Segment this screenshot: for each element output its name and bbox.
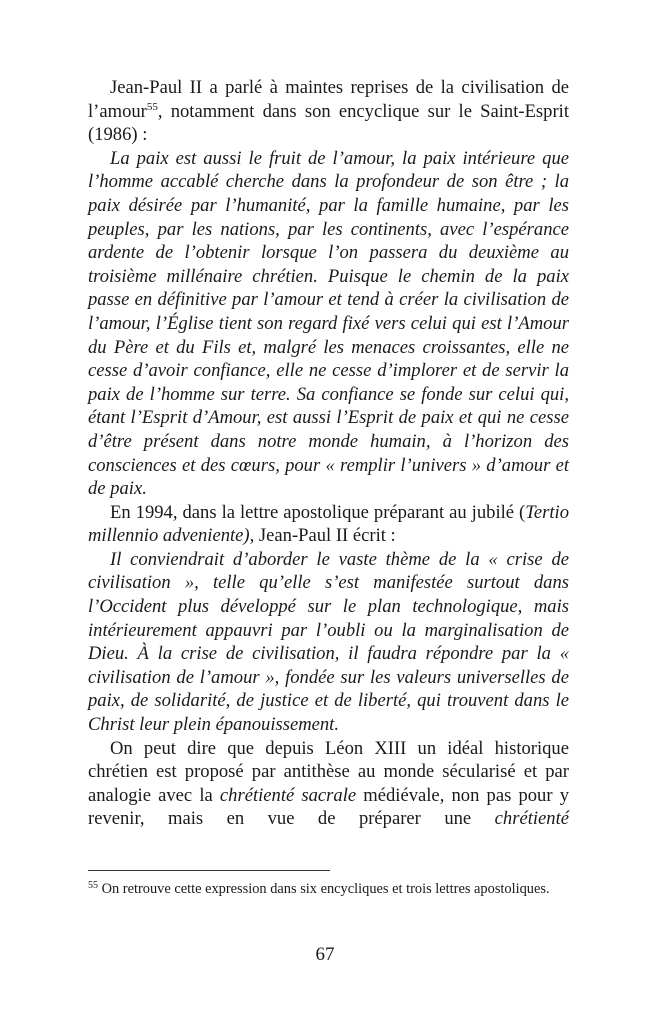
page-number: 67: [315, 944, 335, 965]
footnote-number: 55: [88, 880, 98, 891]
quote-encyclical: La paix est aussi le fruit de l’amour, la paix intérieure que l’homme accablé cherche dans la profondeur de son être ; la paix désirée par l’humanité, par la famille humaine, par les peuples, par les nations, par les continents, avec l’espérance ardente de l’obtenir lorsque l’on passera du deuxième au troisième millénaire chrétien. Puisque le chemin de la paix passe en définitive par l’amour et tend à créer la civilisation de l’amour, l’Église tient son regard fixé vers celui qui est l’Amour du Père et du Fils et, malgré les menaces croissantes, elle ne cesse d’avoir confiance, elle ne cesse d’implorer et de servir la paix de l’homme sur terre. Sa confiance se fonde sur celui qui, étant l’Esprit d’Amour, est aussi l’Esprit de paix et qui ne cesse d’être présent dans notre monde humain, à l’horizon des consciences et des cœurs, pour « remplir l’univers » d’amour et de paix.: [88, 147, 569, 500]
paragraph-intro: [88, 76, 569, 147]
paragraph-1994-text-b: , Jean-Paul II écrit :: [249, 525, 396, 547]
emphasis-chretiente: chrétienté: [494, 808, 569, 830]
footnote-divider: [88, 870, 330, 871]
paragraph-intro-text-a: Jean-Paul II a parlé à maintes reprises de la civilisation de l’amour: [88, 77, 569, 122]
footnote-text: On retrouve cette expression dans six encycliques et trois lettres apostoliques.: [98, 881, 550, 897]
page-body: [88, 76, 569, 831]
emphasis-chretiente-sacrale: chrétienté sacrale: [219, 784, 357, 806]
footnote: [88, 879, 569, 899]
paragraph-1994-text-a: En 1994, dans la lettre apostolique préparant au jubilé (: [110, 501, 526, 523]
quote-apostolic-letter: Il conviendrait d’aborder le vaste thème de la « crise de civilisation », telle qu’elle s’est manifestée surtout dans l’Occident plus développé sur le plan technologique, mais intérieurement appauvri par l’oubli ou la marginalisation de Dieu. À la crise de civilisation, il faudra répondre par la « civilisation de l’amour », fondée sur les valeurs universelles de paix, de solidarité, de justice et de liberté, qui trouvent dans le Christ leur plein épanouissement.: [88, 548, 569, 736]
paragraph-1994: [88, 501, 569, 548]
footnote-reference[interactable]: 55: [146, 100, 158, 113]
paragraph-leon-xiii: [88, 737, 569, 831]
paragraph-leon-text-a: On peut dire que depuis Léon XIII un idéal historique chrétien est proposé par antithèse au monde sécularisé et par analogie avec la: [88, 737, 569, 806]
letter-title: Tertio millennio adveniente): [88, 501, 569, 547]
paragraph-intro-text-b: , notamment dans son encyclique sur le Saint-Esprit (1986) :: [88, 100, 569, 146]
paragraph-leon-text-b: médiévale, non pas pour y revenir, mais en vue de préparer une: [88, 784, 569, 830]
